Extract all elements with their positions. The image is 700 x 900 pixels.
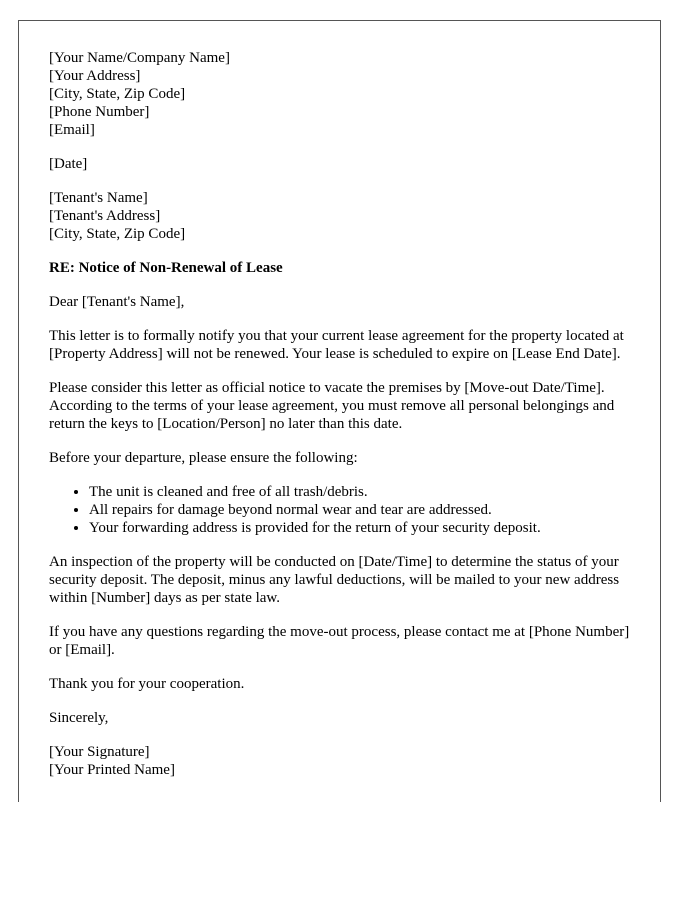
closing: Sincerely,	[49, 710, 109, 726]
checklist-item: • The unit is cleaned and free of all trash/debris.	[89, 483, 630, 501]
signature-line: [Your Signature]	[49, 744, 150, 760]
letter-document	[18, 20, 661, 802]
checklist-item: • All repairs for damage beyond normal wear and tear are addressed.	[89, 501, 630, 519]
checklist-item: • Your forwarding address is provided for the return of your security deposit.	[89, 519, 630, 537]
salutation: Dear [Tenant's Name],	[49, 294, 185, 310]
vacate-paragraph: Please consider this letter as official notice to vacate the premises by [Move-out Date/Time]. According to the terms of your lease agreement, you must remove all personal belongings and return the keys to [Location/Person] no later than this date.	[49, 380, 615, 432]
intro-paragraph: This letter is to formally notify you that your current lease agreement for the property located at [Property Address] will not be renewed. Your lease is scheduled to expire on [Lease End Date].	[49, 328, 624, 362]
recipient-name: [Tenant's Name]	[49, 190, 148, 206]
recipient-city-state-zip: [City, State, Zip Code]	[49, 226, 186, 242]
checklist	[49, 483, 630, 537]
thanks-paragraph: Thank you for your cooperation.	[49, 676, 245, 692]
sender-email: [Email]	[49, 122, 95, 138]
subject-line: RE: Notice of Non-Renewal of Lease	[49, 260, 283, 276]
questions-paragraph: If you have any questions regarding the move-out process, please contact me at [Phone Number] or [Email].	[49, 624, 630, 658]
checklist-intro: Before your departure, please ensure the following:	[49, 450, 358, 466]
sender-block	[49, 49, 630, 139]
sender-address: [Your Address]	[49, 68, 141, 84]
letter-date: [Date]	[49, 156, 88, 172]
sender-name: [Your Name/Company Name]	[49, 50, 230, 66]
inspection-paragraph: An inspection of the property will be conducted on [Date/Time] to determine the status of your security deposit. The deposit, minus any lawful deductions, will be mailed to your new address within [Number] days as per state law.	[49, 554, 620, 606]
sender-phone: [Phone Number]	[49, 104, 150, 120]
recipient-block	[49, 189, 630, 243]
printed-name: [Your Printed Name]	[49, 762, 175, 778]
date-block	[49, 155, 630, 173]
sender-city-state-zip: [City, State, Zip Code]	[49, 86, 186, 102]
signature-block	[49, 743, 630, 779]
recipient-address: [Tenant's Address]	[49, 208, 161, 224]
